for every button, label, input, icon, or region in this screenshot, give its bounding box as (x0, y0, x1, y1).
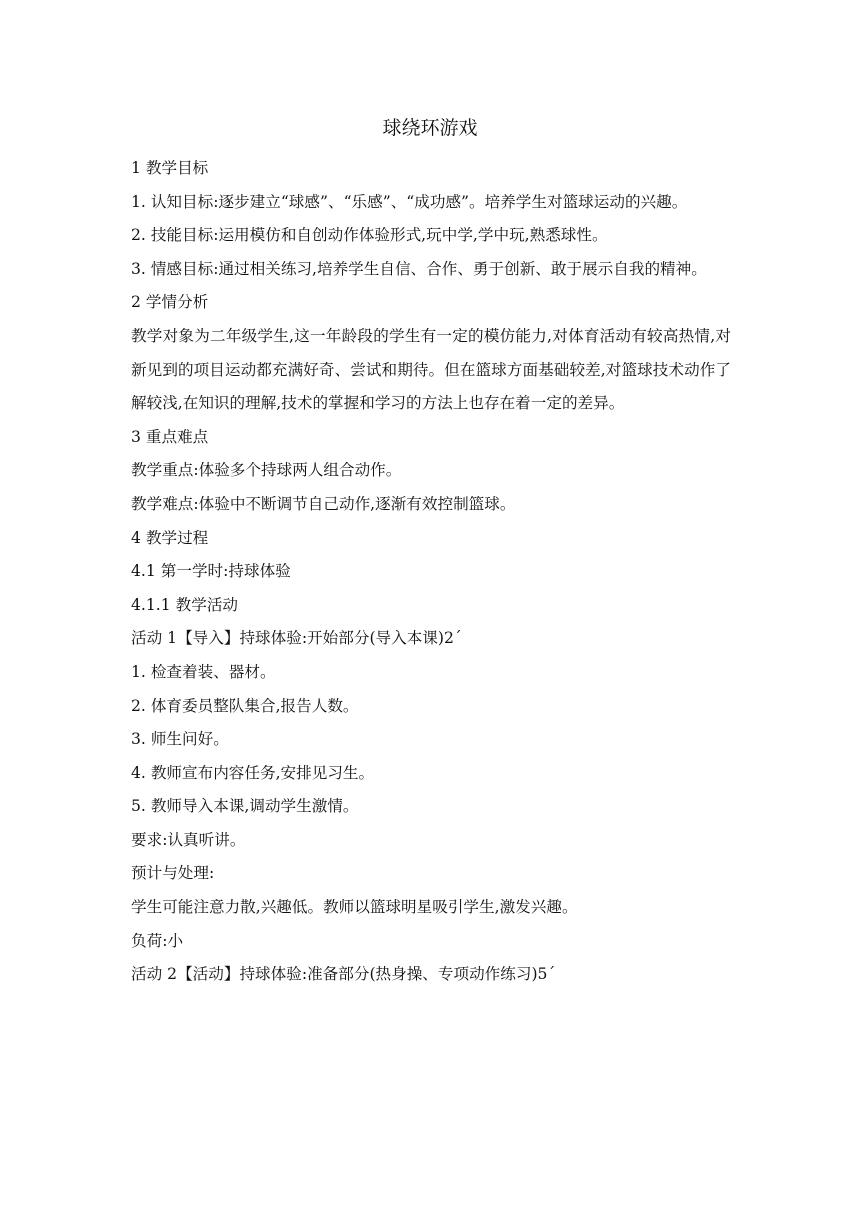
paragraph: 要求:认真听讲。 (131, 830, 246, 849)
list-item: 4. 教师宣布内容任务,安排见习生。 (131, 763, 375, 782)
list-item: 1. 检查着装、器材。 (131, 662, 276, 681)
section-heading: 1 教学目标 (131, 159, 209, 177)
list-item: 3. 师生问好。 (131, 730, 229, 749)
paragraph: 2. 技能目标:运用模仿和自创动作体验形式,玩中学,学中玩,熟悉球性。 (131, 226, 608, 245)
paragraph: 负荷:小 (131, 931, 184, 950)
subsection-heading: 4.1.1 教学活动 (131, 595, 239, 614)
section-heading: 4 教学过程 (131, 528, 209, 547)
paragraph: 3. 情感目标:通过相关练习,培养学生自信、合作、勇于创新、敢于展示自我的精神。 (131, 259, 707, 278)
paragraph: 教学对象为二年级学生,这一年龄段的学生有一定的模仿能力,对体育活动有较高热情,对新见到的项目运动都充满好奇、尝试和期待。但在篮球方面基础较差,对篮球技术动作了解较浅,在知识的理解,技术的掌握和学习的方法上也存在着一定的差异。 (131, 326, 731, 413)
subsection-heading: 4.1 第一学时:持球体验 (131, 562, 291, 581)
section-heading: 3 重点难点 (131, 427, 209, 446)
list-item: 5. 教师导入本课,调动学生激情。 (131, 797, 359, 816)
document-title: 球绕环游戏 (382, 117, 478, 139)
paragraph: 1. 认知目标:逐步建立“球感”、“乐感”、“成功感”。培养学生对篮球运动的兴趣。 (131, 192, 688, 211)
activity-heading: 活动 2【活动】持球体验:准备部分(热身操、专项动作练习)5´ (131, 965, 556, 984)
list-item: 2. 体育委员整队集合,报告人数。 (131, 696, 359, 715)
paragraph: 教学重点:体验多个持球两人组合动作。 (131, 461, 402, 480)
section-heading: 2 学情分析 (131, 293, 209, 312)
paragraph: 预计与处理: (131, 864, 215, 883)
document-body (131, 152, 731, 992)
paragraph: 教学难点:体验中不断调节自己动作,逐渐有效控制篮球。 (131, 494, 516, 513)
activity-heading: 活动 1【导入】持球体验:开始部分(导入本课)2´ (131, 629, 462, 648)
paragraph: 学生可能注意力散,兴趣低。教师以篮球明星吸引学生,激发兴趣。 (131, 898, 578, 917)
